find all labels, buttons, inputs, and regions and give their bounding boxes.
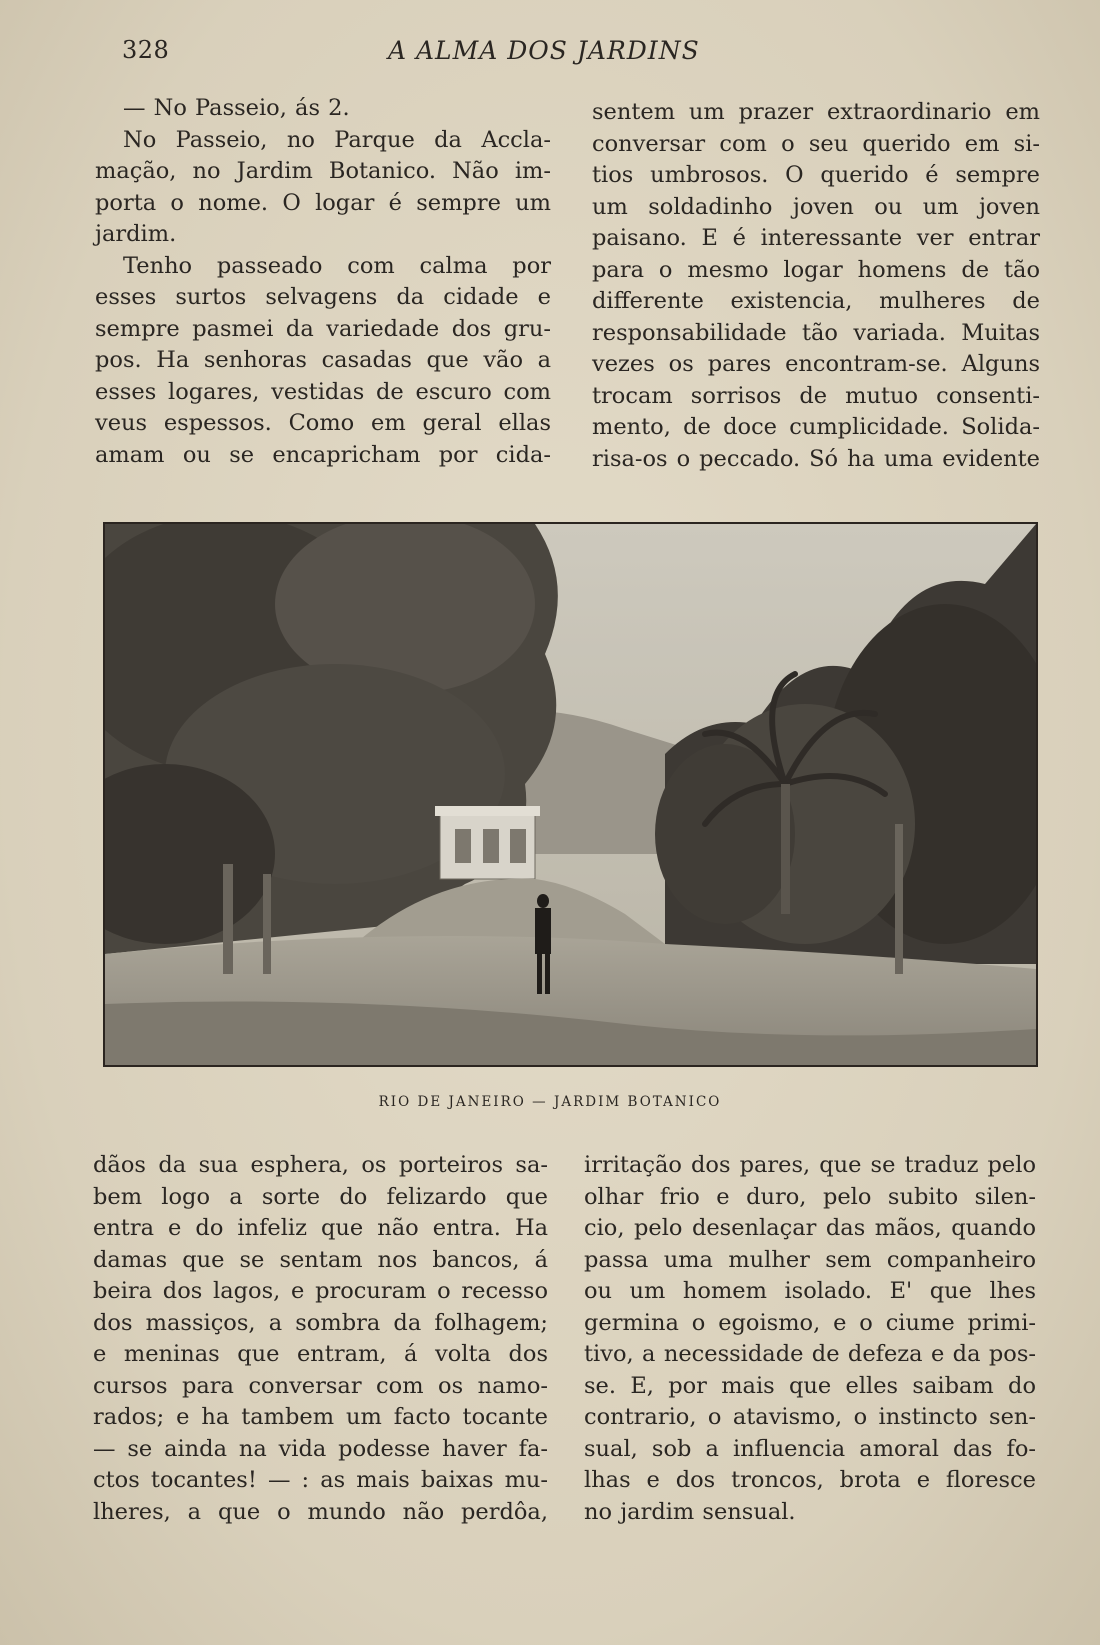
text-line: esses surtos selvagens da cidade e — [95, 284, 551, 310]
text-line: veus espessos. Como em geral ellas — [95, 410, 551, 436]
text-line: germina o egoismo, e o ciume primi- — [584, 1309, 1036, 1336]
text-line: esses logares, vestidas de escuro com — [95, 378, 551, 405]
text-line: amam ou se encapricham por cida- — [95, 441, 551, 468]
text-line: irritação dos pares, que se traduz pelo — [584, 1152, 1036, 1178]
text-line: passa uma mulher sem companheiro — [584, 1246, 1036, 1273]
text-line: lheres, a que o mundo não perdôa, — [93, 1498, 548, 1525]
text-line: se. E, por mais que elles saibam do — [584, 1372, 1036, 1399]
text-line: damas que se sentam nos bancos, á — [93, 1246, 548, 1273]
text-line: — No Passeio, ás 2. — [123, 95, 350, 121]
text-line: bem logo a sorte do felizardo que — [93, 1183, 548, 1210]
running-title: A ALMA DOS JARDINS — [388, 36, 700, 65]
text-line: tios umbrosos. O querido é sempre — [592, 162, 1040, 188]
text-line: dos massiços, a sombra da folhagem; — [93, 1309, 548, 1336]
text-line: no jardim sensual. — [584, 1498, 796, 1525]
text-line: e meninas que entram, á volta dos — [93, 1341, 548, 1367]
text-column-bottom-left — [93, 1150, 548, 1528]
text-line: risa-os o peccado. Só ha uma evidente — [592, 445, 1040, 472]
text-line: vezes os pares encontram-se. Alguns — [592, 351, 1040, 377]
text-line: ctos tocantes! — : as mais baixas mu- — [93, 1467, 548, 1493]
text-line: um soldadinho joven ou um joven — [592, 193, 1040, 220]
text-line: differente existencia, mulheres de — [592, 288, 1040, 314]
text-line: entra e do infeliz que não entra. Ha — [93, 1215, 548, 1241]
text-line: tivo, a necessidade de defeza e da pos- — [584, 1341, 1036, 1367]
text-column-top-left — [95, 93, 551, 471]
text-line: porta o nome. O logar é sempre um — [95, 189, 551, 216]
garden-photograph — [103, 522, 1038, 1067]
figure-caption: RIO DE JANEIRO — JARDIM BOTANICO — [378, 1094, 722, 1110]
text-line: dãos da sua esphera, os porteiros sa- — [93, 1152, 548, 1178]
text-column-top-right — [592, 97, 1040, 475]
text-line: mento, de doce cumplicidade. Solida- — [592, 414, 1040, 440]
text-line: ou um homem isolado. E' que lhes — [584, 1278, 1036, 1304]
text-line: trocam sorrisos de mutuo consenti- — [592, 382, 1040, 409]
text-line: olhar frio e duro, pelo subito silen- — [584, 1183, 1036, 1210]
text-line: lhas e dos troncos, brota e floresce — [584, 1467, 1036, 1493]
text-line: sual, sob a influencia amoral das fo- — [584, 1435, 1036, 1462]
text-line: cursos para conversar com os namo- — [93, 1372, 548, 1399]
text-line: jardim. — [95, 221, 177, 247]
text-line: cio, pelo desenlaçar das mãos, quando — [584, 1215, 1036, 1241]
text-line: — se ainda na vida podesse haver fa- — [93, 1435, 548, 1462]
text-line: paisano. E é interessante ver entrar — [592, 225, 1040, 251]
text-line: responsabilidade tão variada. Muitas — [592, 319, 1040, 346]
text-line: contrario, o atavismo, o instincto sen- — [584, 1404, 1036, 1430]
text-line: No Passeio, no Parque da Accla- — [123, 126, 551, 153]
text-line: Tenho passeado com calma por — [123, 252, 551, 279]
text-line: sempre pasmei da variedade dos gru- — [95, 315, 551, 342]
page-number: 328 — [122, 36, 170, 64]
text-column-bottom-right — [584, 1150, 1036, 1528]
text-line: rados; e ha tambem um facto tocante — [93, 1404, 548, 1430]
text-line: mação, no Jardim Botanico. Não im- — [95, 158, 551, 184]
text-line: para o mesmo logar homens de tão — [592, 256, 1040, 283]
text-line: conversar com o seu querido em si- — [592, 130, 1040, 157]
text-line: beira dos lagos, e procuram o recesso — [93, 1278, 548, 1304]
text-line: pos. Ha senhoras casadas que vão a — [95, 347, 551, 373]
text-line: sentem um prazer extraordinario em — [592, 99, 1040, 125]
